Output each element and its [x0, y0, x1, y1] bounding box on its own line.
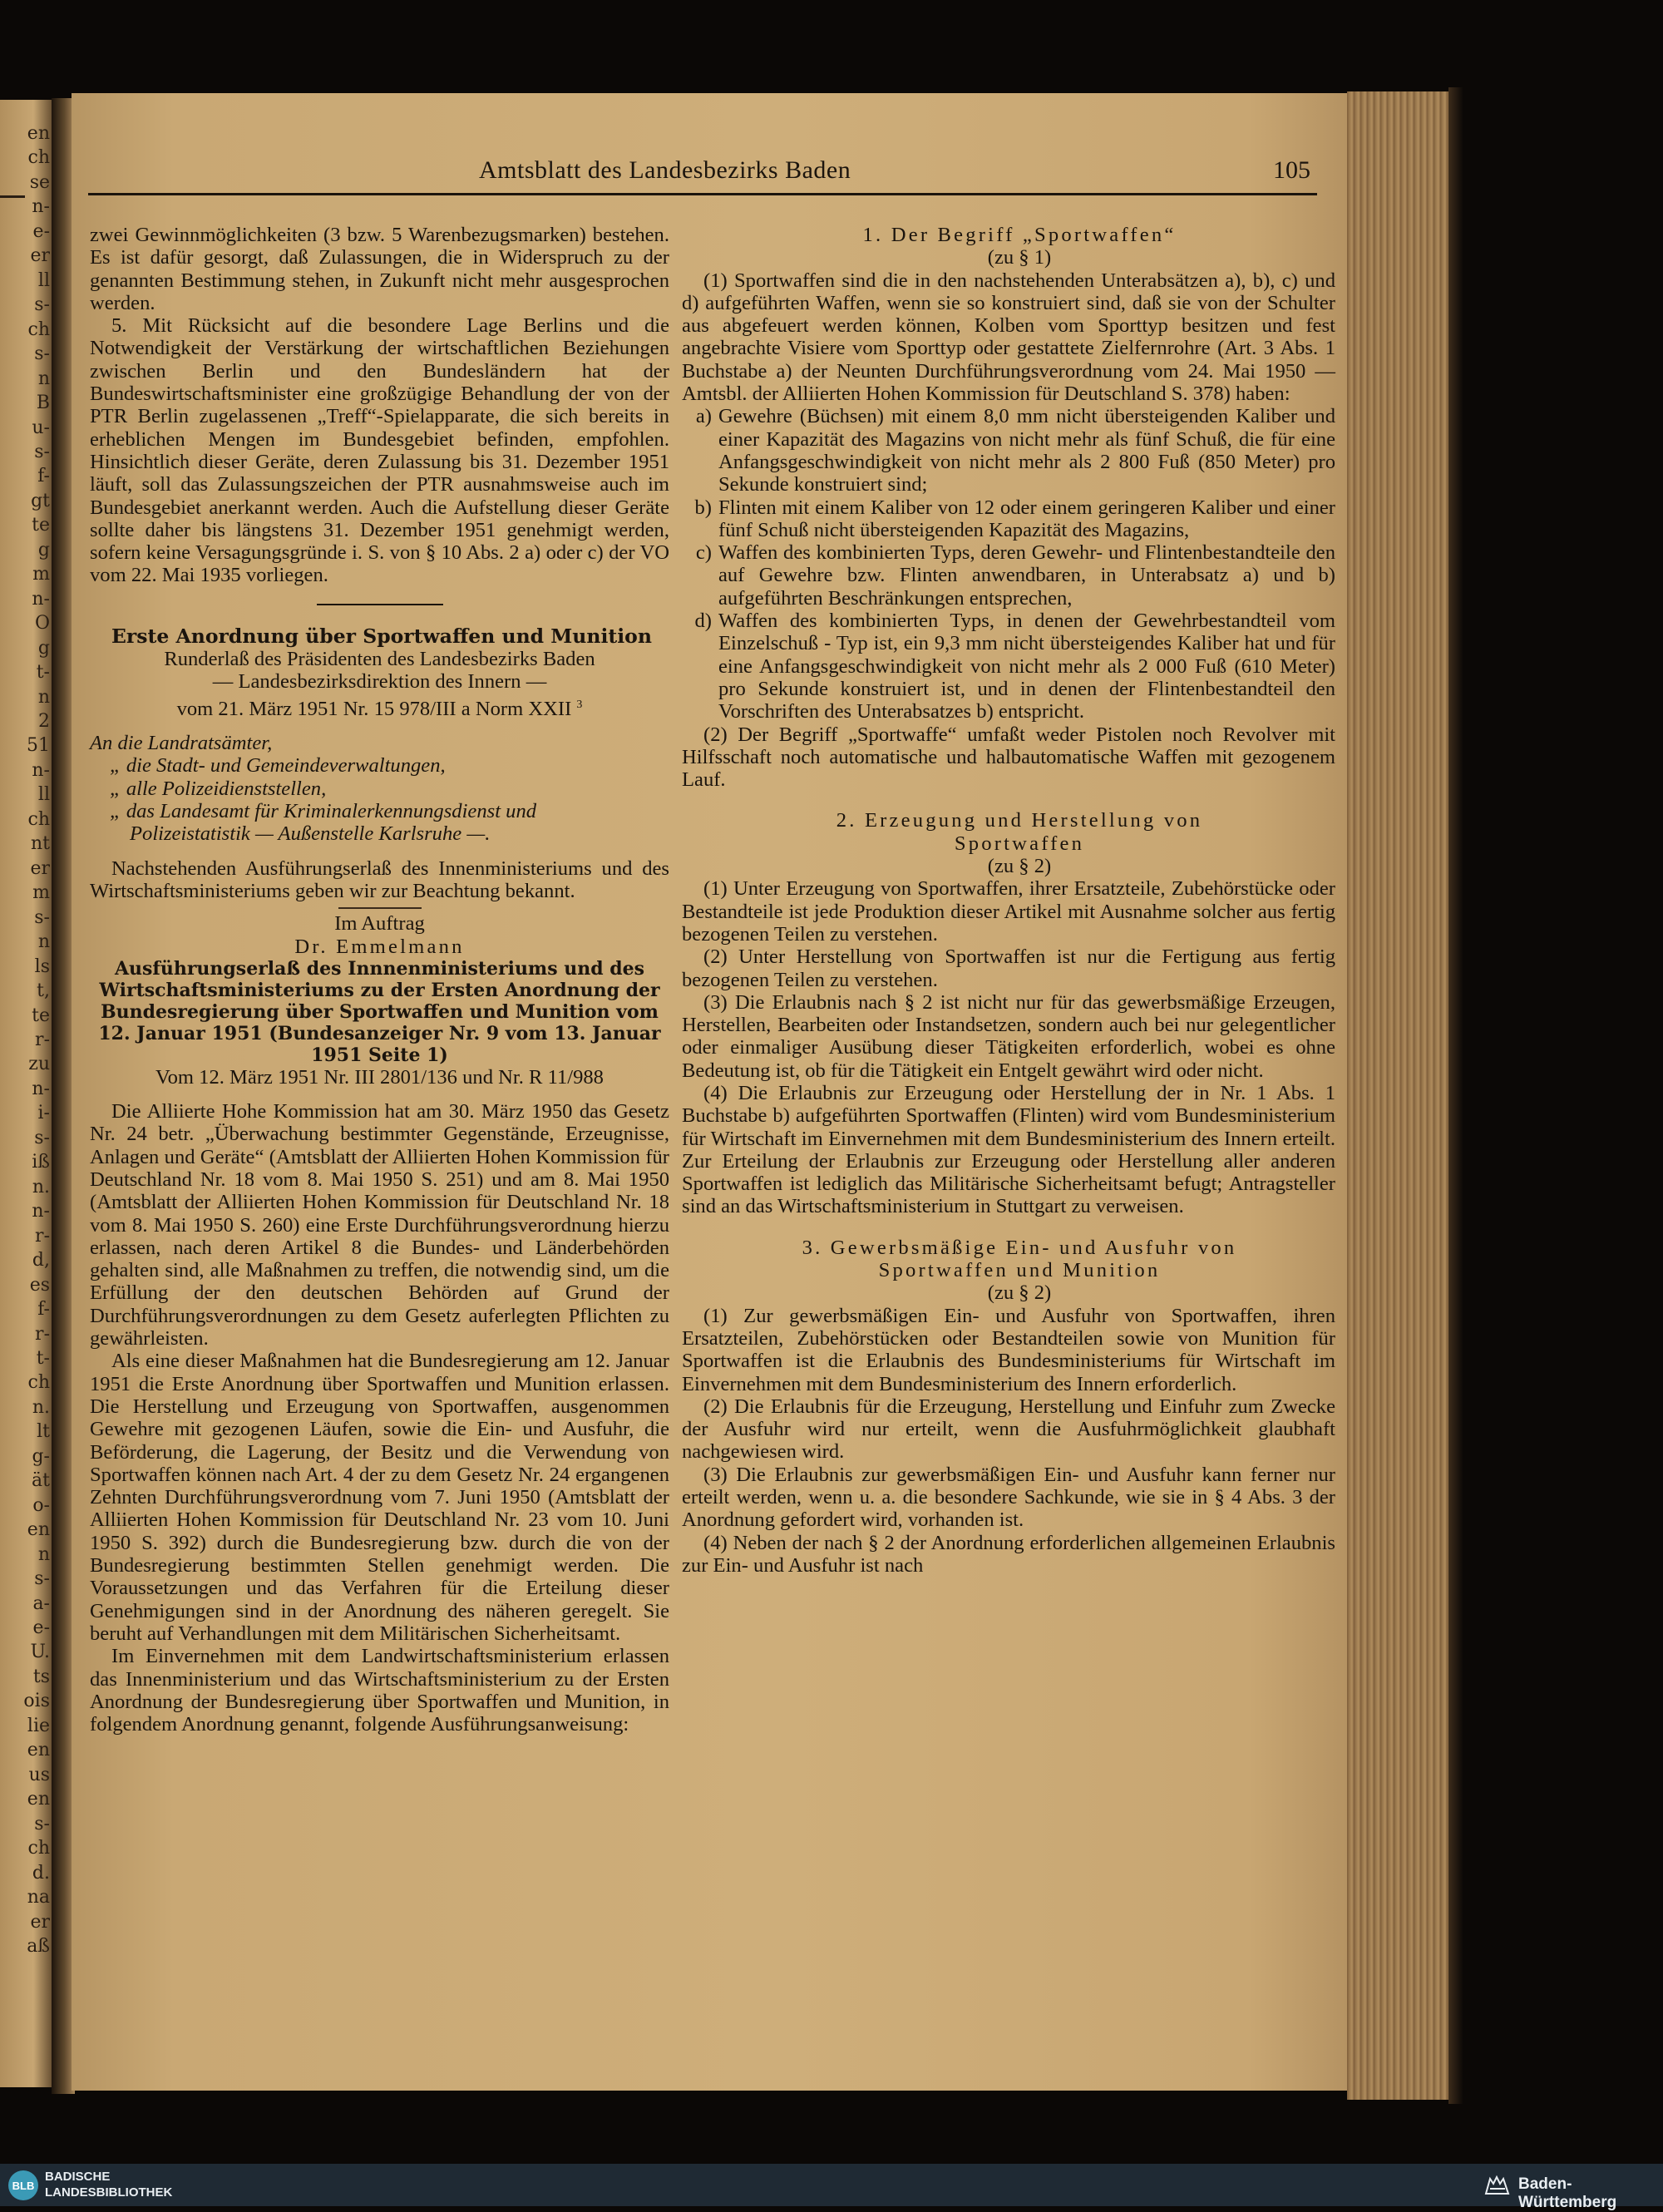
bw-name[interactable]: Baden-Württemberg — [1518, 2175, 1617, 2211]
previous-page-fragment: e- — [32, 1619, 50, 1638]
paragraph: Im Einvernehmen mit dem Landwirtschaftsministerium erlassen das Innenministerium und das Wirtschaftsministerium zu der Ersten Anordnung der Bundesregierung über Sportwaffen und Munition, in folgendem Anordnung genannt, folgende Ausführungsanweisung: — [90, 1645, 669, 1736]
previous-page-fragment: t- — [36, 1349, 50, 1368]
previous-page-fragment: ch — [27, 810, 50, 829]
previous-page-fragment: s- — [34, 1128, 50, 1148]
previous-page-fragment: n- — [32, 761, 50, 780]
previous-page-edge — [0, 100, 52, 2087]
previous-page-fragment: ois — [23, 1692, 50, 1711]
previous-page-fragment: n- — [32, 198, 50, 217]
previous-page-fragment: gt — [31, 491, 50, 511]
previous-page-fragment: te — [32, 1006, 50, 1025]
paragraph: zwei Gewinnmöglichkeiten (3 bzw. 5 Warenbezugsmarken) bestehen. Es ist dafür gesorgt, daß Zulassungen, die in Widerspruch zu der genannten Bestimmung stehen, in Zukunft nicht mehr ausgesprochen werden. — [90, 224, 669, 314]
blb-name[interactable] — [45, 2169, 172, 2200]
right-column — [682, 224, 1335, 1577]
runderlass-line — [90, 694, 669, 720]
list-item-label: c) — [695, 541, 712, 565]
signoff-rule — [338, 907, 422, 909]
paragraph: (3) Die Erlaubnis zur gewerbsmäßigen Ein- und Ausfuhr kann ferner nur erteilt werden, wenn u. a. die besondere Sachkunde, wie sie in § 4 Abs. 3 der Anordnung gefordert wird, vorhanden ist. — [682, 1463, 1335, 1532]
paragraph: Nachstehenden Ausführungserlaß des Innenministeriums und des Wirtschaftsministeriums geben wir zur Beachtung bekannt. — [90, 857, 669, 902]
list-item-label: b) — [694, 496, 712, 519]
previous-page-fragment: i- — [37, 1104, 50, 1123]
previous-page-fragment: ll — [37, 271, 50, 290]
previous-page-fragment: o- — [32, 1496, 50, 1515]
paragraph: Die Alliierte Hohe Kommission hat am 30. März 1950 das Gesetz Nr. 24 betr. „Überwachung bestimmter Gegenstände, Erzeugnisse, Anlagen und Geräte“ (Amtsblatt der Alliierten Hohen Kommission für Deutschland Nr. 18 vom 8. Mai 1950 S. 251) und am 8. Mai 1950 (Amtsblatt der Alliierten Hohen Kommission für Deutschland Nr. 18 vom 8. Mai 1950 S. 260) eine Erste Durchführungsverordnung hierzu erlassen, nach deren Artikel 8 die Bundes- und Länderbehörden gehalten sind, alle Maßnahmen zu treffen, die notwendig sind, um die Erfüllung der den deutschen Behörden auf Grund der Durchführungsverordnungen zu dem Gesetz auferlegten Pflichten zu gewährleisten. — [90, 1100, 669, 1350]
list-item-text: Waffen des kombinierten Typs, in denen der Gewehrbestandteil vom Einzelschuß - Typ ist, ein 9,3 mm nicht übersteigendes Kaliber hat und für eine Anfangsgeschwindigkeit von nicht mehr als 2 000 Fuß (610 Meter) pro Sekunde konstruiert ist, und in denen der Flintenbestandteil den Vorschriften des Unterabsatzes b) entspricht. — [718, 610, 1335, 723]
section-title: 1. Der Begriff „Sportwaffen“ — [862, 224, 1177, 246]
previous-page-fragment: es — [29, 1276, 50, 1295]
signoff-line: Im Auftrag — [334, 912, 425, 936]
previous-page-fragment: n. — [32, 1398, 50, 1417]
paragraph: (1) Unter Erzeugung von Sportwaffen, ihrer Ersatzteile, Zubehörstücke oder Bestandteile ist jede Produktion dieser Artikel mit Ausnahme solcher aus fertig bezogenen Teilen zu verstehen. — [682, 877, 1335, 946]
previous-page-fragment: ch — [27, 1839, 50, 1859]
previous-page-fragment: r- — [35, 1227, 50, 1246]
previous-page-fragment: ch — [27, 320, 50, 339]
previous-page-fragment: f- — [37, 467, 50, 486]
paragraph: (2) Unter Herstellung von Sportwaffen ist nur die Fertigung aus fertig bezogenen Teilen zu verstehen. — [682, 946, 1335, 991]
previous-page-fragment: s- — [34, 1815, 50, 1834]
previous-page-fragment: s- — [34, 296, 50, 315]
section-ref: (zu § 2) — [987, 1281, 1052, 1305]
previous-page-fragment: us — [28, 1765, 50, 1785]
previous-page-fragment: r- — [35, 1031, 50, 1049]
previous-page-fragment: O — [34, 615, 50, 634]
previous-page-fragment: 51 — [27, 737, 50, 756]
separator-rule — [317, 604, 443, 605]
addressee-line: Polizeistatistik — Außenstelle Karlsruhe —. — [130, 822, 491, 846]
left-column — [90, 224, 669, 1736]
previous-page-fragment: n- — [32, 1079, 50, 1099]
paragraph: Als eine dieser Maßnahmen hat die Bundesregierung am 12. Januar 1951 die Erste Anordnung über Sportwaffen und Munition erlassen. Die Herstellung und Erzeugung von Sportwaffen, ausgenommen Gewehre mit gezogenen Läufen, sowie die Ein- und Ausfuhr, die Beförderung, die Lagerung, der Besitz und die Verwendung von Sportwaffen können nach Art. 4 der zu dem Gesetz Nr. 24 ergangenen Zehnten Durchführungsverordnung vom 7. Juni 1950 (Amtsblatt der Alliierten Hohen Kommission für Deutschland Nr. 23 vom 10. Juni 1950 S. 392) durch die Bundesregierung bzw. durch die von der Bundesregierung bestimmten Stellen genehmigt werden. Die Voraussetzungen und das Verfahren für die Erteilung dieser Genehmigungen sind in der Anordnung des näheren geregelt. Sie beruht auf Verhandlungen mit dem Militärischen Sicherheitsamt. — [90, 1350, 669, 1645]
previous-page-fragment: en — [27, 1521, 50, 1540]
previous-page-fragment: en — [27, 125, 50, 143]
previous-page-fragment: d. — [32, 1864, 50, 1883]
previous-page-fragment: te — [32, 516, 50, 536]
page-stack-shadow — [1448, 87, 1463, 2104]
section-title: 3. Gewerbsmäßige Ein- und Ausfuhr von — [802, 1236, 1237, 1259]
section-gap — [682, 1218, 1335, 1237]
paragraph: (1) Sportwaffen sind die in den nachstehenden Unterabsätzen a), b), c) und d) aufgeführten Waffen, wenn sie so konstruiert sind, daß sie von der Schulter aus abgefeuert werden können, Kolben vom Sporttyp besitzen und fest angebrachte Visiere vom Sporttyp oder gestattete Zielfernrohre (Art. 3 Abs. 1 Buchstabe a) der Neunten Durchführungsverordnung vom 24. Mai 1950 — Amtsbl. der Alliierten Hohen Kommission für Deutschland S. 378) haben: — [682, 269, 1335, 406]
list-item — [682, 610, 1335, 723]
addressee-block — [90, 732, 669, 845]
blb-name-line: BADISCHE — [45, 2170, 111, 2184]
list-item-text: Waffen des kombinierten Typs, deren Gewehr- und Flintenbestandteile den auf Gewehre bzw. Flinten anwendbaren, in Unterabsatz a) und b) aufgeführten Beschränkungen entsprechen, — [718, 541, 1335, 610]
previous-page-fragment: iß — [32, 1153, 50, 1173]
previous-page-fragment: d, — [32, 1252, 50, 1271]
list-item-label: d) — [694, 610, 712, 633]
page — [72, 93, 1350, 2091]
previous-page-fragment: ät — [32, 1472, 50, 1491]
section-gap — [682, 791, 1335, 809]
section-ref: (zu § 1) — [987, 246, 1052, 269]
section-title: Sportwaffen und Munition — [878, 1259, 1161, 1282]
heading-erste-anordnung: Erste Anordnung über Sportwaffen und Munition — [111, 624, 652, 648]
paragraph: 5. Mit Rücksicht auf die besondere Lage Berlins und die Notwendigkeit der Verstärkung der wirtschaftlichen Beziehungen zwischen Berlin und den Bundesländern hat der Bundeswirtschaftsminister eine großzügige Behandlung der von der PTR Berlin zugelassenen „Treff“-Spielapparate, die sich bereits in erheblichen Mengen im Bundesgebiet befinden, empfohlen. Hinsichtlich dieser Geräte, deren Zulassung bis 31. Dezember 1951 läuft, soll das Zulassungszeichen der PTR ausnahmsweise auch im Bundesgebiet anerkannt werden. Auch die Aufstellung dieser Geräte sollte daher bis längstens 31. Dezember 1951 genehmigt werden, sofern keine Versagungsgründe i. S. von § 10 Abs. 2 a) oder c) der VO vom 22. Mai 1935 vorliegen. — [90, 314, 669, 587]
paragraph: (2) Die Erlaubnis für die Erzeugung, Herstellung und Einfuhr zum Zwecke der Ausfuhr wird nur erteilt, wenn die Ausfuhrmöglichkeit glaubhaft nachgewiesen wird. — [682, 1395, 1335, 1464]
previous-page-fragment: lie — [27, 1716, 50, 1736]
previous-page-fragment: e- — [32, 222, 50, 241]
previous-page-fragment: na — [27, 1889, 50, 1908]
previous-page-fragment: en — [27, 1741, 50, 1760]
previous-page-fragment: ts — [32, 1667, 50, 1686]
addressee-line: „ das Landesamt für Kriminalerkennungsdienst und — [110, 800, 537, 823]
previous-page-fragment: s- — [34, 345, 50, 364]
header-title: Amtsblatt des Landesbezirks Baden — [479, 156, 851, 184]
previous-page-fragment: er — [30, 247, 50, 266]
previous-page-fragment: er — [30, 859, 50, 878]
previous-page-fragment: se — [29, 173, 50, 192]
previous-page-fragment: t- — [36, 664, 50, 683]
previous-page-fragment: n — [37, 1545, 50, 1564]
previous-page-fragment: g- — [32, 1447, 50, 1466]
paragraph: (1) Zur gewerbsmäßigen Ein- und Ausfuhr von Sportwaffen, ihren Ersatzteilen, Zubehörstücken oder Bestandteilen sowie von Munition für Sportwaffen ist die Erlaubnis des Bundesministeriums für Wirtschaft im Einvernehmen mit dem Bundesministerium des Innern erforderlich. — [682, 1304, 1335, 1395]
previous-page-fragment: n — [37, 369, 50, 388]
previous-page-fragment: ch — [27, 1374, 50, 1393]
previous-page-fragment: ch — [27, 149, 50, 168]
paragraph: (3) Die Erlaubnis nach § 2 ist nicht nur für das gewerbsmäßige Erzeugen, Herstellen, Bearbeiten oder Instandsetzen, sondern auch bei nur gelegentlicher oder einmaliger Ausübung dieser Tätigkeiten erforderlich, wobei es ohne Bedeutung ist, ob für die Tätigkeit ein Entgelt gewährt wird oder nicht. — [682, 990, 1335, 1082]
previous-page-fragment: U. — [30, 1643, 50, 1662]
footnote-marker: 3 — [576, 698, 583, 711]
section-title: 2. Erzeugung und Herstellung von — [836, 809, 1203, 832]
previous-page-fragment: s- — [34, 442, 50, 462]
list-item — [682, 496, 1335, 542]
previous-page-fragment: m — [32, 884, 50, 903]
addressee-line: „ alle Polizeidienststellen, — [110, 777, 327, 800]
paragraph: (2) Der Begriff „Sportwaffe“ umfaßt weder Pistolen noch Revolver mit Hilfsschaft noch automatische und halbautomatische Waffen mit gezogenem Lauf. — [682, 723, 1335, 792]
previous-page-fragment: n — [37, 688, 50, 707]
runderlass-line: — Landesbezirksdirektion des Innern — — [212, 670, 547, 694]
list-item-label: a) — [695, 405, 712, 428]
list-item — [682, 541, 1335, 610]
blb-logo-icon[interactable]: BLB — [8, 2170, 38, 2200]
previous-page-fragment: n. — [32, 1178, 50, 1197]
list-item — [682, 405, 1335, 496]
runderlass-line: Runderlaß des Präsidenten des Landesbezirks Baden — [164, 648, 595, 671]
previous-page-fragment: f- — [37, 1301, 50, 1320]
previous-page-fragment: a- — [32, 1594, 50, 1613]
previous-page-fragment: n — [37, 933, 50, 952]
previous-page-fragment: s- — [34, 1570, 50, 1589]
blb-name-line: LANDESBIBLIOTHEK — [45, 2185, 173, 2200]
previous-page-fragment: B — [36, 394, 50, 413]
previous-page-fragment: g — [37, 639, 50, 658]
heading-ausfuehrungserlass: Ausführungserlaß des Innnenministeriums und des Wirtschaftsministeriums zu der Ersten Anordnung der Bundesregierung über Sportwaffen und Munition vom 12. Januar 1951 (Bundesanzeiger Nr. 9 vom 13. Januar 1951 Seite 1) — [98, 957, 661, 1066]
baden-wuerttemberg-lions-icon[interactable] — [1483, 2172, 1512, 2199]
running-header — [88, 151, 1317, 195]
addressee-intro: An die Landratsämter, — [90, 732, 273, 755]
previous-page-fragment: zu — [28, 1055, 50, 1074]
previous-page-fragment: m — [32, 565, 50, 585]
previous-page-fragment: aß — [27, 1938, 50, 1956]
previous-page-fragment: ls — [34, 957, 50, 976]
previous-page-fragment: ll — [37, 786, 50, 805]
previous-page-fragment: lt — [37, 1423, 50, 1442]
previous-page-fragment: en — [27, 1790, 50, 1810]
list-item-text: Gewehre (Büchsen) mit einem 8,0 mm nicht übersteigenden Kaliber und einer Kapazität des Magazins von nicht mehr als fünf Schuß, die für eine Anfangsgeschwindigkeit von nicht mehr als 2 800 Fuß (850 Meter) pro Sekunde konstruiert sind; — [718, 405, 1335, 496]
footer-bar — [0, 2164, 1663, 2211]
section-title: Sportwaffen — [954, 832, 1085, 855]
addressee-line: „ die Stadt- und Gemeindeverwaltungen, — [110, 754, 446, 778]
previous-page-fragment: t, — [37, 982, 50, 1001]
paragraph: (4) Neben der nach § 2 der Anordnung erforderlichen allgemeinen Erlaubnis zur Ein- und Ausfuhr ist nach — [682, 1531, 1335, 1577]
previous-page-fragment: nt — [30, 835, 50, 854]
page-number: 105 — [1273, 156, 1310, 184]
previous-page-fragment: n- — [32, 1202, 50, 1222]
previous-page-fragment: 2 — [38, 713, 50, 732]
previous-page-fragment: er — [30, 1913, 50, 1932]
previous-page-fragment: u- — [32, 418, 50, 437]
paragraph: (4) Die Erlaubnis zur Erzeugung oder Herstellung der in Nr. 1 Abs. 1 Buchstabe b) aufgeführten Sportwaffen (Flinten) wird vom Bundesministerium für Wirtschaft im Einvernehmen mit dem Bundesministerium des Innern erteilt. Zur Erteilung der Erlaubnis zur Erzeugung oder Herstellung aller anderen Sportwaffen ist lediglich das Militärische Sicherheitsamt befugt; Antragsteller sind an das Wirtschaftsministerium in Stuttgart zu verweisen. — [682, 1081, 1335, 1218]
previous-page-fragment: r- — [35, 1325, 50, 1344]
page-stack-edges — [1347, 91, 1457, 2100]
date-line: Vom 12. März 1951 Nr. III 2801/136 und Nr. R 11/988 — [155, 1065, 604, 1089]
section-ref: (zu § 2) — [987, 855, 1052, 878]
previous-page-fragment: g — [37, 541, 50, 560]
previous-page-fragment: s- — [34, 908, 50, 927]
signoff-name: Dr. Emmelmann — [294, 935, 465, 958]
runderlass-date: vom 21. März 1951 Nr. 15 978/III a Norm XXII — [176, 697, 572, 720]
list-item-text: Flinten mit einem Kaliber von 12 oder einem geringeren Kaliber und einer fünf Schuß nicht übersteigenden Kapazität des Magazins, — [718, 496, 1335, 541]
previous-page-fragment: n- — [32, 590, 50, 609]
